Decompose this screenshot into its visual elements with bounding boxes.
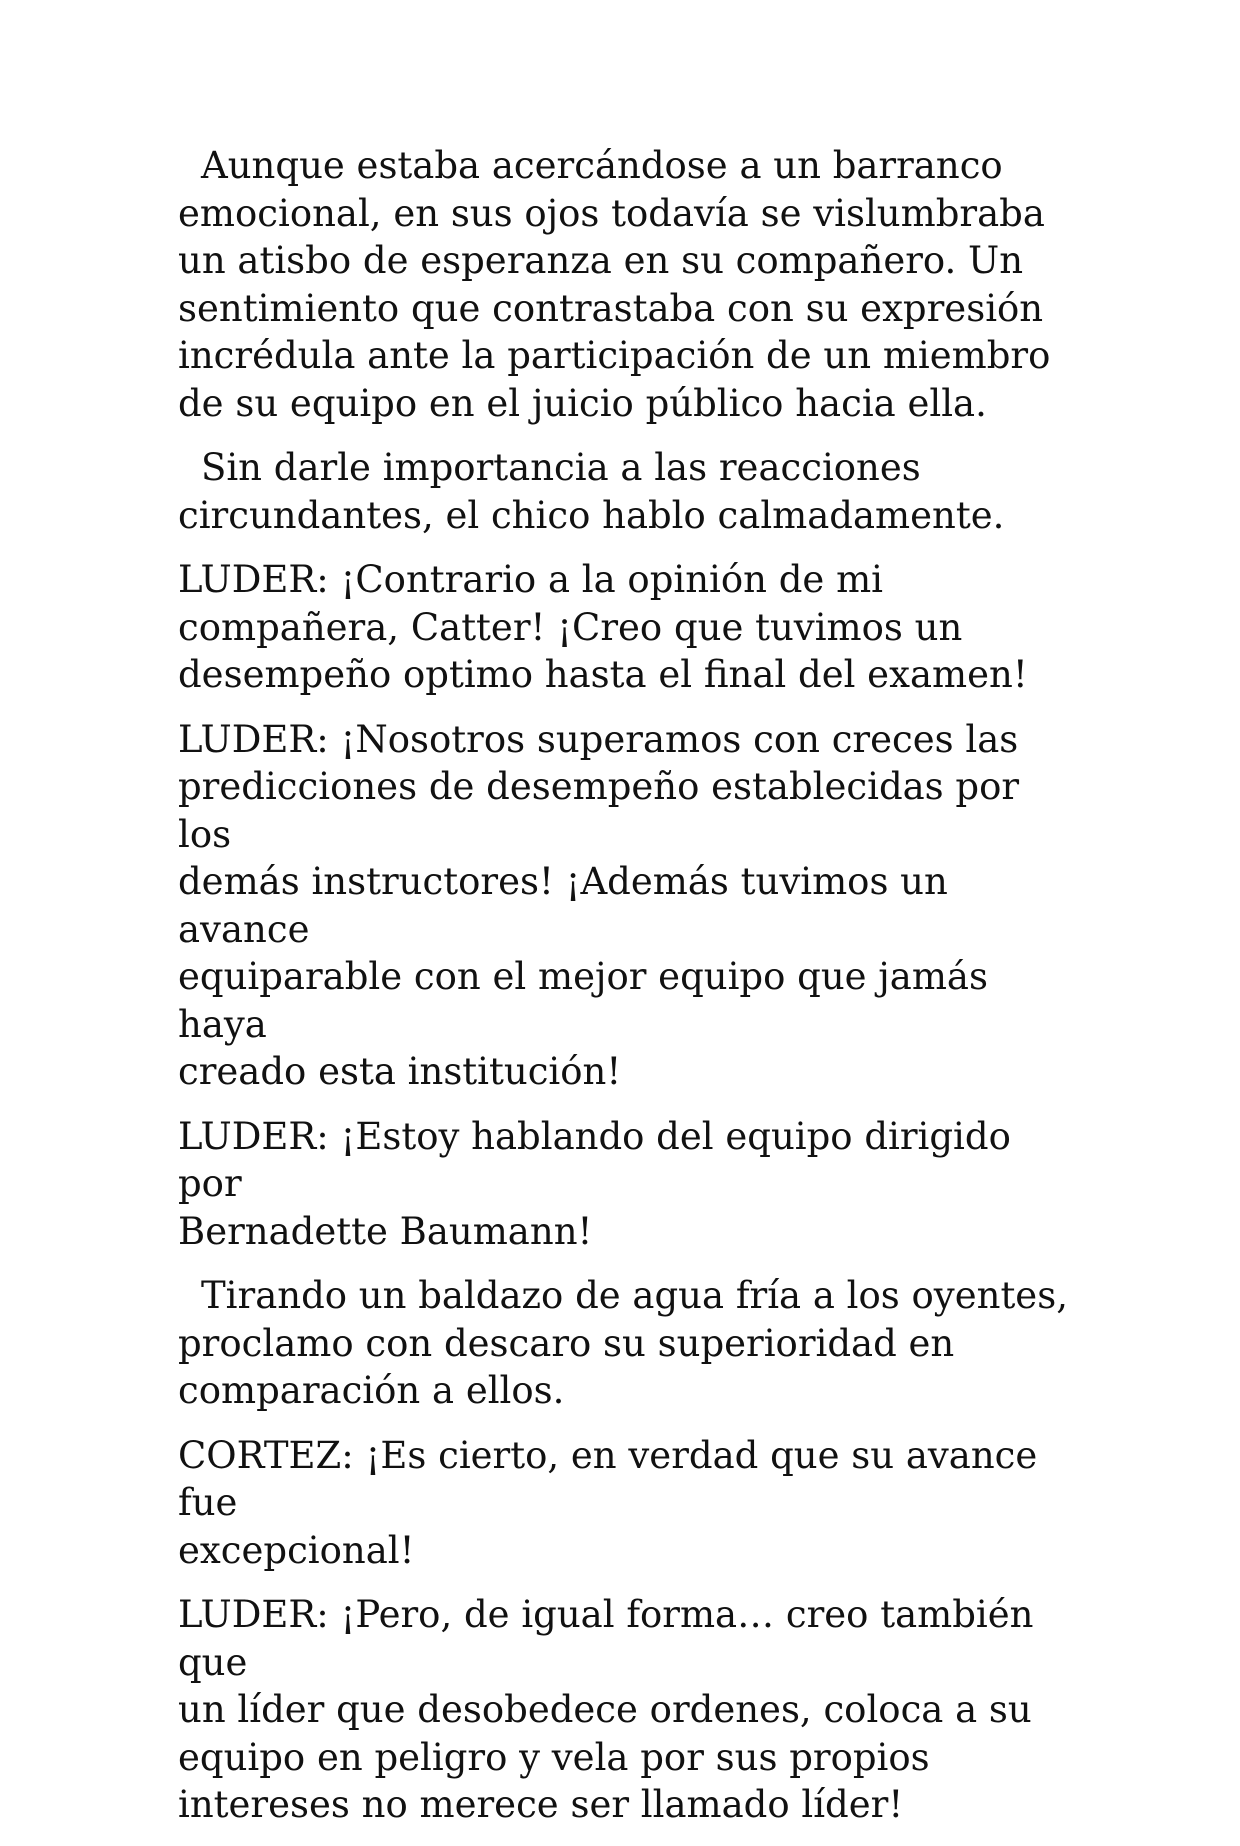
document-page [178, 142, 1078, 1846]
narration-paragraph: Aunque estaba acercándose a un barranco emocional, en sus ojos todavía se vislumbraba un atisbo de esperanza en su compañero. Un sentimiento que contrastaba con su expresión incrédula ante la participación de un miembro de su equipo en el juicio público hacia ella. [178, 144, 1051, 425]
narration-paragraph: Sin darle importancia a las reacciones circundantes, el chico hablo calmadamente. [178, 446, 1005, 537]
dialogue-line-luder: LUDER: ¡Nosotros superamos con creces las predicciones de desempeño establecidas por los demás instructores! ¡Además tuvimos un avance equiparable con el mejor equipo que jamás haya creado esta institución! [178, 717, 1020, 1093]
dialogue-line-luder: LUDER: ¡Estoy hablando del equipo dirigido por Bernadette Baumann! [178, 1114, 1011, 1253]
dialogue-line-luder: LUDER: ¡Contrario a la opinión de mi compañera, Catter! ¡Creo que tuvimos un desempeño optimo hasta el final del examen! [178, 558, 1028, 696]
narration-paragraph: Tirando un baldazo de agua fría a los oyentes, proclamo con descaro su superioridad en comparación a ellos. [178, 1274, 1068, 1412]
dialogue-line-luder: LUDER: ¡Pero, de igual forma… creo también que un líder que desobedece ordenes, coloca a su equipo en peligro y vela por sus propios intereses no merece ser llamado líder! [178, 1593, 1034, 1826]
dialogue-line-cortez: CORTEZ: ¡Es cierto, en verdad que su avance fue excepcional! [178, 1433, 1038, 1572]
